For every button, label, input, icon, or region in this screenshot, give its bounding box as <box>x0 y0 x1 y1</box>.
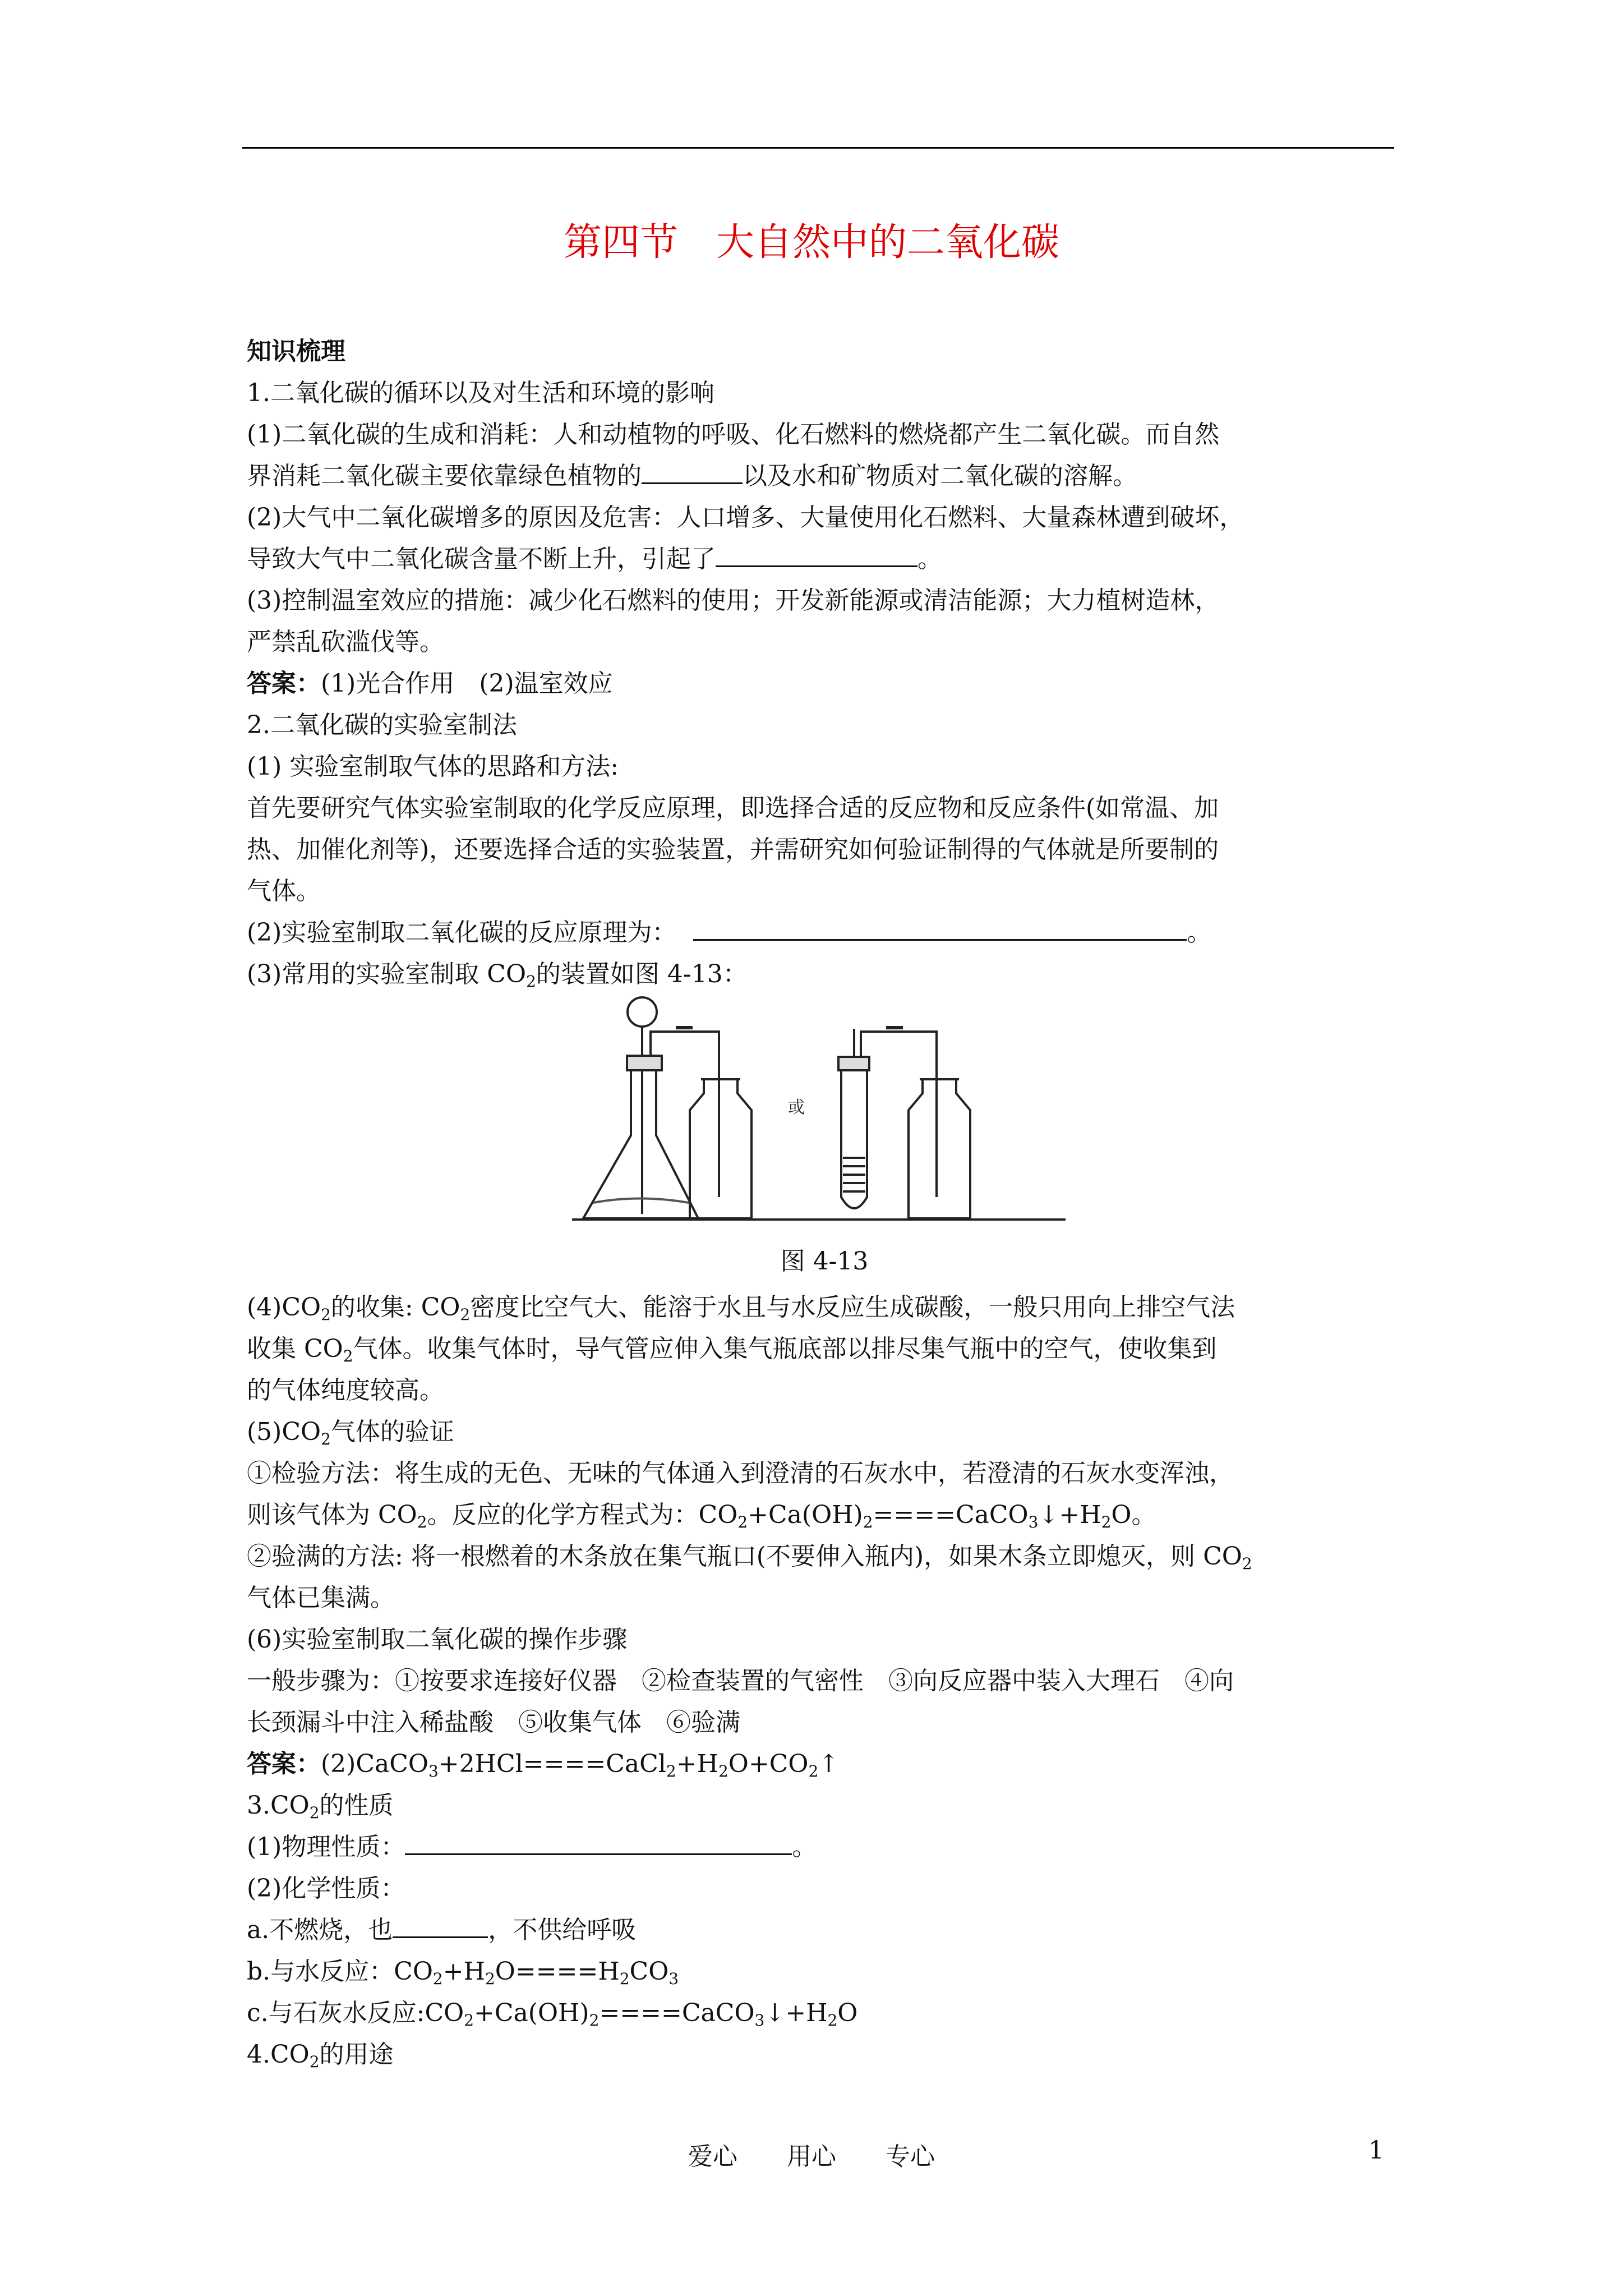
document-body <box>247 331 1402 2076</box>
figure-or-label: 或 <box>788 1098 805 1117</box>
apparatus-figure <box>247 995 1402 1236</box>
paragraph-line: ①检验方法：将生成的无色、无味的气体通入到澄清的石灰水中，若澄清的石灰水变浑浊， <box>247 1459 1234 1488</box>
paragraph-line: 首先要研究气体实验室制取的化学反应原理，即选择合适的反应物和反应条件(如常温、加 <box>247 794 1219 822</box>
section-heading: 知识梳理 <box>247 337 345 366</box>
paragraph-line: (2)大气中二氧化碳增多的原因及危害：人口增多、大量使用化石燃料、大量森林遭到破坏， <box>247 503 1244 532</box>
page-footer: 爱心 用心 专心 <box>688 2142 935 2171</box>
section-4-heading: $4.CO_2$的用途 <box>247 2040 394 2071</box>
paragraph-line: (2)化学性质： <box>247 1874 405 1903</box>
page-title: 第四节 大自然中的二氧化碳 <box>563 220 1059 265</box>
answer-line: 答案：(1)光合作用 (2)温室效应 <box>247 669 613 698</box>
fill-blank <box>405 1829 792 1855</box>
paragraph-line: 收集 $CO_2$气体。收集气体时，导气管应伸入集气瓶底部以排尽集气瓶中的空气，使收集到 <box>247 1335 1217 1365</box>
paragraph-line: 界消耗二氧化碳主要依靠绿色植物的 以及水和矿物质对二氧化碳的溶解。 <box>247 455 1402 497</box>
co2-apparatus-diagram <box>572 995 1077 1236</box>
paragraph-line: (3)常用的实验室制取 $CO_2$的装置如图 4-13： <box>247 960 748 991</box>
page-number: 1 <box>1368 2136 1384 2165</box>
paragraph-line: c.与石灰水反应$:CO_2+Ca(OH)_2====CaCO_3↓+H_2O$ <box>247 1999 858 2030</box>
paragraph-line: (3)控制温室效应的措施：减少化石燃料的使用；开发新能源或清洁能源；大力植树造林， <box>247 586 1220 615</box>
paragraph-line: $(5)CO_2$气体的验证 <box>247 1418 454 1448</box>
paragraph-line: (6)实验室制取二氧化碳的操作步骤 <box>247 1625 628 1654</box>
paragraph-line: (2)实验室制取二氧化碳的反应原理为： 。 <box>247 912 1402 954</box>
paragraph-line: b.与水反应：$CO_2+H_2O====H_2CO_3$ <box>247 1957 679 1988</box>
section-3-heading: $3.CO_2$的性质 <box>247 1791 394 1822</box>
paragraph-line: 热、加催化剂等)，还要选择合适的实验装置，并需研究如何验证制得的气体就是所要制的 <box>247 835 1219 864</box>
header-rule <box>242 147 1394 149</box>
figure-caption: 图 4-13 <box>780 1247 869 1276</box>
paragraph-line: 长颈漏斗中注入稀盐酸 ⑤收集气体 ⑥验满 <box>247 1708 740 1737</box>
paragraph-line: (1)二氧化碳的生成和消耗：人和动植物的呼吸、化石燃料的燃烧都产生二氧化碳。而自然 <box>247 420 1220 449</box>
paragraph-line: ②验满的方法: 将一根燃着的木条放在集气瓶口(不要伸入瓶内)，如果木条立即熄灭，则 $CO_2$ <box>247 1542 1252 1573</box>
paragraph-line: 气体已集满。 <box>247 1584 395 1612</box>
paragraph-line: 的气体纯度较高。 <box>247 1376 444 1405</box>
paragraph-line: 则该气体为 $CO_2$。反应的化学方程式为：$CO_2+Ca(OH)_2====CaCO_3↓+H_2O$。 <box>247 1501 1156 1531</box>
paragraph-line: (1)物理性质： 。 <box>247 1826 1402 1868</box>
paragraph-line: a.不燃烧，也 ，不供给呼吸 <box>247 1910 1402 1951</box>
section-1-heading: 1.二氧化碳的循环以及对生活和环境的影响 <box>247 379 714 407</box>
fill-blank <box>393 1912 488 1938</box>
fill-blank <box>642 458 743 484</box>
answer-line: 答案：$(2)CaCO_3+2HCl====CaCl_2+H_2O+CO_2↑$ <box>247 1750 840 1780</box>
paragraph-line: 严禁乱砍滥伐等。 <box>247 628 444 656</box>
section-2-heading: 2.二氧化碳的实验室制法 <box>247 711 517 739</box>
paragraph-line: (1) 实验室制取气体的思路和方法: <box>247 752 619 781</box>
paragraph-line: $(4)CO_2$的收集: $CO_2$密度比空气大、能溶于水且与水反应生成碳酸，一般只用向上排空气法 <box>247 1293 1235 1324</box>
fill-blank <box>693 914 1187 941</box>
paragraph-line: 气体。 <box>247 877 321 905</box>
fill-blank <box>716 541 917 567</box>
paragraph-line: 导致大气中二氧化碳含量不断上升，引起了 。 <box>247 539 1402 580</box>
paragraph-line: 一般步骤为：①按要求连接好仪器 ②检查装置的气密性 ③向反应器中装入大理石 ④向 <box>247 1667 1234 1695</box>
